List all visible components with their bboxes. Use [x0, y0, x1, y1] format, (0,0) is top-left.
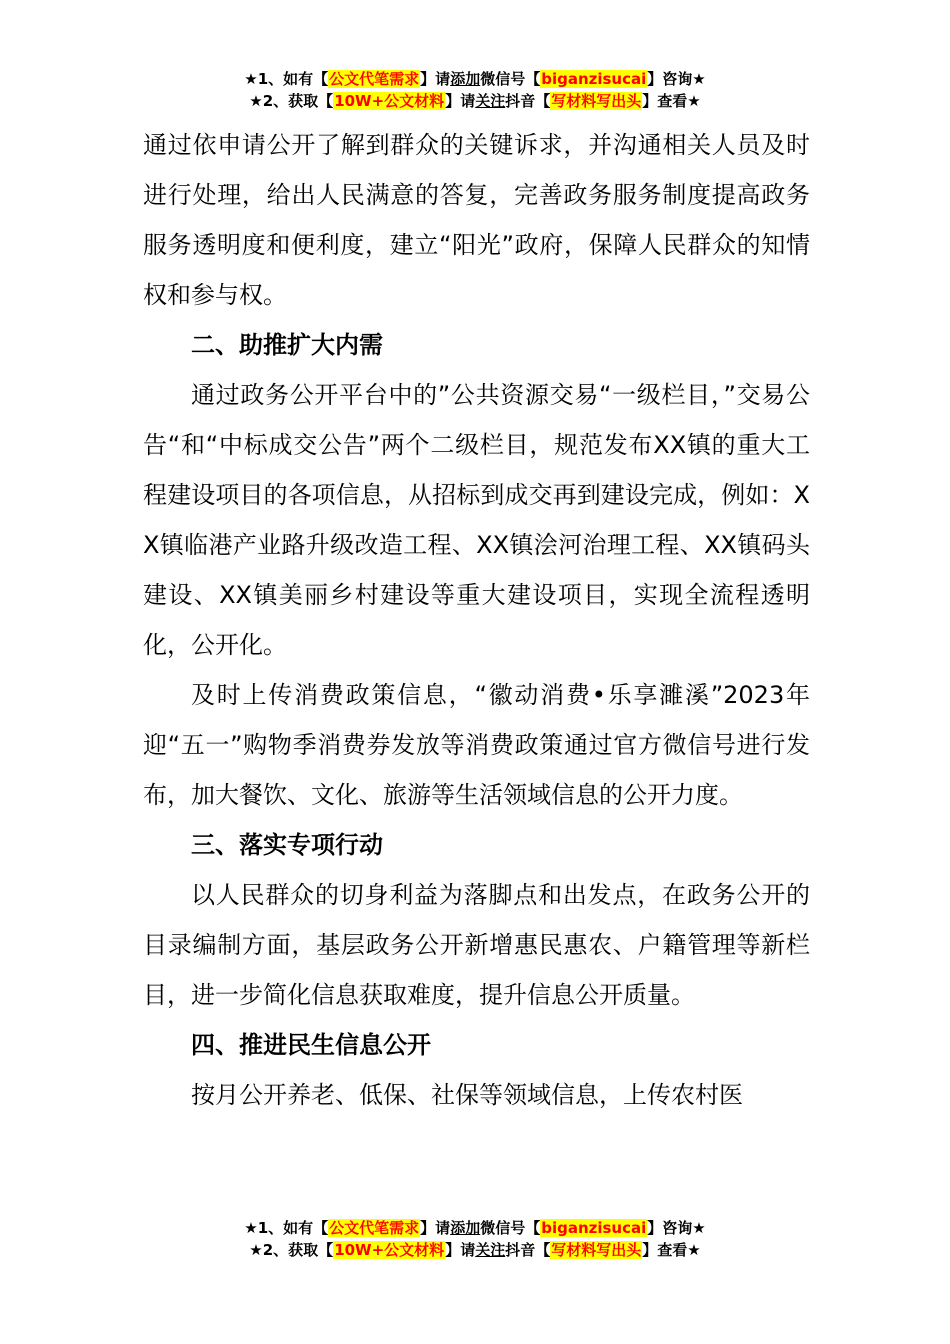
banner-text: 】查看★ [642, 1241, 701, 1259]
banner-text: ★2、获取【 [249, 1241, 334, 1259]
banner-highlight: 公文代笔需求 [329, 1219, 420, 1237]
banner-underline: 添加 [450, 70, 481, 88]
banner-highlight: 10W+公文材料 [334, 92, 445, 110]
banner-line-2 [0, 1239, 950, 1261]
banner-highlight: 公文代笔需求 [329, 70, 420, 88]
banner-text: 微信号【 [480, 70, 541, 88]
paragraph: 以人民群众的切身利益为落脚点和出发点，在政务公开的目录编制方面，基层政务公开新增惠民惠农、户籍管理等新栏目，进一步简化信息获取难度，提升信息公开质量。 [143, 881, 810, 1009]
document-body [143, 120, 810, 1120]
banner-text: 】请 [420, 1219, 451, 1237]
banner-text: ★2、获取【 [249, 92, 334, 110]
banner-text: 】查看★ [642, 92, 701, 110]
banner-text: 抖音【 [505, 1241, 551, 1259]
banner-line-1 [0, 68, 950, 90]
banner-text: ★1、如有【 [244, 1219, 329, 1237]
banner-underline: 关注 [475, 92, 506, 110]
paragraph: 按月公开养老、低保、社保等领域信息，上传农村医 [191, 1081, 743, 1109]
footer-banner [0, 1217, 950, 1261]
banner-text: 】咨询★ [647, 1219, 706, 1237]
banner-underline: 关注 [475, 1241, 506, 1259]
banner-text: ★1、如有【 [244, 70, 329, 88]
banner-text: 抖音【 [505, 92, 551, 110]
banner-highlight: 写材料写出头 [551, 92, 642, 110]
banner-text: 】咨询★ [647, 70, 706, 88]
banner-text: 】请 [420, 70, 451, 88]
section-heading-3: 三、落实专项行动 [191, 831, 383, 859]
paragraph: 及时上传消费政策信息，“徽动消费•乐享濉溪”2023年迎“五一”购物季消费券发放等消费政策通过官方微信号进行发布，加大餐饮、文化、旅游等生活领域信息的公开力度。 [143, 681, 810, 809]
banner-text: 】请 [445, 92, 476, 110]
banner-underline: 添加 [450, 1219, 481, 1237]
paragraph-continued: 通过依申请公开了解到群众的关键诉求，并沟通相关人员及时进行处理，给出人民满意的答复，完善政务服务制度提高政务服务透明度和便利度，建立“阳光”政府，保障人民群众的知情权和参与权。 [143, 131, 810, 309]
banner-text: 微信号【 [480, 1219, 541, 1237]
banner-text: 】请 [445, 1241, 476, 1259]
header-banner [0, 68, 950, 112]
banner-highlight: 写材料写出头 [551, 1241, 642, 1259]
banner-line-2 [0, 90, 950, 112]
section-heading-4: 四、推进民生信息公开 [191, 1031, 431, 1059]
banner-highlight: biganzisucai [541, 70, 647, 88]
banner-line-1 [0, 1217, 950, 1239]
paragraph: 通过政务公开平台中的”公共资源交易“一级栏目，”交易公告“和“中标成交公告”两个二级栏目，规范发布XX镇的重大工程建设项目的各项信息，从招标到成交再到建设完成，例如：XX镇临港产业路升级改造工程、XX镇浍河治理工程、XX镇码头建设、XX镇美丽乡村建设等重大建设项目，实现全流程透明化，公开化。 [143, 381, 810, 659]
section-heading-2: 二、助推扩大内需 [191, 331, 383, 359]
banner-highlight: biganzisucai [541, 1219, 647, 1237]
banner-highlight: 10W+公文材料 [334, 1241, 445, 1259]
